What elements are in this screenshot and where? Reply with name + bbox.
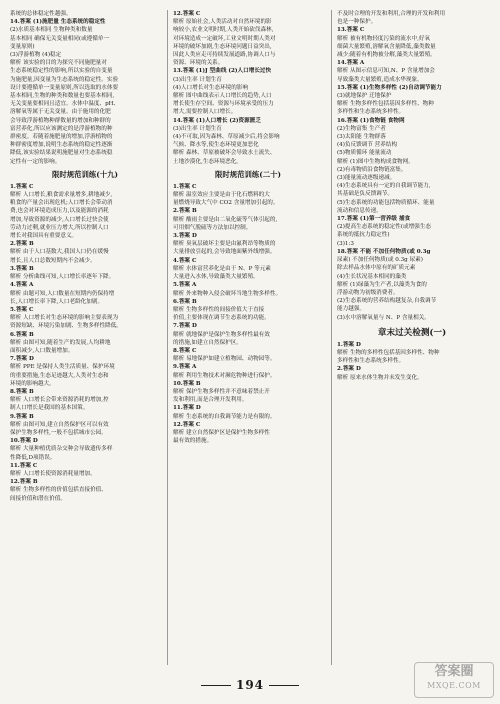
text-line: 为施肥量,因变量为生态系统的稳定性。实验 [10, 76, 119, 83]
text-line: 解析 温室效应主要是由于化石燃料的大 [173, 192, 270, 199]
column-left [10, 10, 160, 670]
text-line: 多样性和生态系统多样性。 [337, 109, 405, 116]
text-line: 17.答案 (1)第一营养级 捕食 [337, 216, 411, 223]
column-middle [173, 10, 323, 670]
text-line: 解析 生物多样性包括基因多样性、物种 [337, 101, 434, 108]
text-line: 增长对我国具有重要意义。 [10, 233, 78, 240]
text-line: 1.答案 C [10, 183, 34, 190]
text-line: 5.答案 A [173, 282, 197, 289]
text-line: 环境的破坏加剧,生态环境问题日益突出, [173, 43, 272, 50]
text-line: 减少;随着有机物被分解,藻类大量繁殖。 [337, 52, 436, 59]
text-line: (4)不可取,因为森林、草原减少后,将会影响 [173, 134, 280, 141]
text-line: 能力越强。 [337, 306, 365, 313]
text-line: 细菌大量繁殖,溶解氧含量降低,藻类数量 [337, 43, 436, 50]
text-line: 除去样品水体中原有的矿质元素 [337, 265, 416, 272]
text-line: 费,也会对环境造成压力,以及能源的消耗 [10, 208, 109, 215]
text-line: (3)能量流动逐级递减。 [337, 175, 396, 182]
text-line: 增大,需要控制人口增长。 [173, 109, 237, 116]
text-line: 变量原则) [10, 43, 35, 50]
watermark-logo [414, 662, 494, 698]
text-line: 9.答案 B [10, 413, 34, 420]
text-line: 2.答案 B [173, 208, 197, 215]
text-line: 15.答案 (1)生物多样性 (2)自动调节能力 [337, 84, 442, 91]
text-line: 11.答案 D [173, 405, 201, 412]
text-line: 量燃烧导致大气中 CO2 含量增加引起的。 [173, 200, 279, 207]
text-line: 可用烟气脱硫等方法加以控制。 [173, 224, 252, 231]
text-line: 会导致浮游植物种群数量的增加和种群的 [10, 117, 111, 124]
text-line: 基本相同,生物的种类和数量也要基本相同, [10, 93, 115, 100]
text-line: 溶解氧等属于无关变量。由于施用的化肥 [10, 109, 111, 116]
text-line: 定性有一定的影响。 [10, 158, 61, 165]
answer-page [10, 10, 490, 670]
text-line: 解析 该实验的目的为探究不同施肥量对 [10, 60, 107, 67]
text-line: 解析 保护生物多样性并不意味着禁止开 [173, 388, 270, 395]
watermark-text: 答案圈 [434, 664, 474, 679]
text-line: 导致藻类大量繁殖,造成水华现象。 [337, 76, 423, 83]
text-line: (3)浮游植物 (4)稳定 [10, 52, 62, 59]
text-line: 面积减少,人口数量增加。 [10, 347, 74, 354]
text-line: 解析 臭氧层破坏主要是由氟利昂等物质的 [173, 241, 276, 248]
text-line: 12.答案 C [173, 421, 201, 428]
text-line: 浮游动物为初级消费者。 [337, 289, 399, 296]
text-line: 增长使生存空间、资源与环境承受的压力 [173, 101, 274, 108]
text-line: 解析 由题可知,人口数量在短期内仍保持增 [10, 290, 115, 297]
text-line: 富营养化,所以应该测定的是浮游植物的种 [10, 125, 113, 132]
text-line: 解析 由图可知,建立自然保护区可以有效 [10, 421, 109, 428]
text-line: 2.答案 D [337, 366, 361, 373]
text-line: 群密度。若随着施肥量的增加,浮游植物的 [10, 134, 113, 141]
text-line: (3)出生率 计划生育 [173, 76, 222, 83]
text-line: 解析 原来水体生物并未发生变化。 [337, 374, 423, 381]
text-line: 解析 (1)绿藻为生产者,以藻类为食的 [337, 281, 427, 288]
text-line: 生态系统稳定性的影响,所以实验的自变量 [10, 68, 113, 75]
text-line: 增加,导致资源的减少,人口增长过快会使 [10, 216, 109, 223]
text-line: 8.答案 B [10, 388, 34, 395]
text-line: 解析 易地保护如建立植物园、动物园等。 [173, 356, 276, 363]
text-line: (3)出生率 计划生育 [173, 125, 222, 132]
text-line: 3.答案 B [10, 265, 34, 272]
text-line: 14.答案 (1)人口增长 (2)资源匮乏 [173, 117, 261, 124]
text-line: 解析 利用生物技术对濒危物种进行保护。 [173, 372, 276, 379]
text-line: 资源、环境的关系。 [173, 60, 224, 67]
text-line: 12.答案 B [10, 479, 38, 486]
watermark-url: MXQE.COM [427, 681, 481, 690]
section-title: 限时规范训练(十九) [51, 169, 119, 179]
text-line: (2)提高生态系统的稳定性(或增强生态 [337, 224, 432, 231]
text-line: 解析 (1)图中生物构成食物网。 [337, 158, 414, 165]
text-line: 1.答案 D [337, 341, 361, 348]
text-line: 制人口增长是我国的基本国策。 [10, 405, 89, 412]
text-line: 劳动力过剩,就业压力增大,所以控制人口 [10, 224, 109, 231]
text-line: 大量排放引起的,会导致地面紫外线增强。 [173, 249, 276, 256]
text-line: (3)太阳能 生物群落 [337, 134, 386, 141]
text-line: 6.答案 B [173, 298, 197, 305]
column-divider [167, 10, 168, 665]
text-line: 环境的影响越大。 [10, 380, 55, 387]
text-line: 2.答案 B [10, 241, 34, 248]
text-line: 土地沙漠化,生态环境恶化。 [173, 158, 242, 165]
text-line: (3)水中溶解氧量与 N、P 含量相关。 [337, 314, 430, 321]
text-line: 解析 图中曲线表示人口增长的趋势,人口 [173, 93, 272, 100]
text-line: 资源短缺、环境污染加剧、生物多样性降低。 [10, 323, 122, 330]
text-line: 7.答案 D [10, 356, 34, 363]
text-line: (3)1:3 [337, 240, 354, 247]
text-line: 系统的抵抗力稳定性) [337, 232, 390, 239]
text-line: 响较小,农业文明时期,人类开始砍伐森林, [173, 27, 274, 34]
text-line: 也是一种保护。 [337, 19, 377, 26]
text-line: 解析 从图示信息可知,N、P 含量增加会 [337, 68, 435, 75]
text-line: 解析 外来物种入侵会破坏当地生物多样性。 [173, 290, 282, 297]
text-line: 的措施,如建立自然保护区。 [173, 339, 242, 346]
text-line: 13.答案 (1)J 型曲线 (2)人口增长过快 [173, 68, 272, 75]
text-line: (2)生态系统的营养结构越复杂,自我调节 [337, 298, 437, 305]
text-line: 多样性和生态系统多样性。 [337, 358, 405, 365]
text-line: 10.答案 B [173, 380, 201, 387]
text-line: (5)物质循环 能量流动 [337, 150, 392, 157]
text-line: 增长,且人口总数短期内不会减少。 [10, 257, 96, 264]
text-line: 解析 分析曲线可知,人口增长率逐年下降。 [10, 274, 115, 281]
text-line: (2)生物富集 生产者 [337, 125, 386, 132]
text-line: (4)负反馈调节 营养结构 [337, 142, 398, 149]
text-line: 解析 由图可知,随着生产的发展,人均耕地 [10, 339, 111, 346]
text-line: 解析 生物多样性的间接价值大于直接 [173, 306, 265, 313]
text-line: 解析 酸雨主要是由二氧化硫等气体引起的, [173, 216, 278, 223]
text-line: 10.答案 D [10, 438, 38, 445]
text-line: 设计要遵循单一变量原则,所以选取的水体要 [10, 84, 119, 91]
section-title: 限时规范训练(二十) [214, 169, 282, 179]
text-line: 解析 人口增长会带来资源消耗的增加,控 [10, 397, 109, 404]
text-line: 最有效的措施。 [173, 438, 213, 445]
text-line: 解析 就地保护是保护生物多样性最有效 [173, 331, 270, 338]
text-line: 4.答案 A [10, 282, 34, 289]
text-line: 因此人类应走可持续发展道路,协调人口与 [173, 52, 276, 59]
text-line: 不及时合理的开发和利用,合理的开发和利用 [337, 11, 446, 17]
text-line: 解析 人口增长对生态环境的影响主要表现为 [10, 315, 119, 322]
text-line: (4)生态系统具有一定的自我调节能力, [337, 183, 431, 190]
text-line: (4)人口增长对生态环境的影响 [173, 84, 249, 91]
text-line: 价值,主要体现在调节生态系统的功能。 [173, 315, 270, 322]
text-line: 14.答案 (1)施肥量 生态系统的稳定性 [10, 19, 106, 26]
text-line: 6.答案 B [10, 331, 34, 338]
column-right [337, 10, 487, 670]
text-line: 降低,该实验结果说明施肥量对生态系统稳 [10, 150, 113, 157]
text-line: (2)水质基本相同 生物种类和数量 [10, 27, 93, 34]
text-line: 9.答案 A [173, 364, 197, 371]
text-line: 流动和信息传递。 [337, 207, 382, 214]
text-line: (3)就地保护 迁地保护 [337, 93, 392, 100]
text-line: 解析 大量种植优质杂交种会导致遗传多样 [10, 446, 113, 453]
text-line: 基本相同 确保无关变量相同(或遵循单一 [10, 35, 110, 42]
text-line: 的重要措施,生态足迹越大,人类对生态和 [10, 372, 109, 379]
text-line: 对环境造成一定破坏,工业文明时期人类对 [173, 35, 276, 42]
text-line: 解析 人口增长,粮食需求量增多,耕地减少, [10, 192, 113, 199]
text-line: 种群密度增加,说明生态系统的稳定性逐渐 [10, 142, 113, 149]
text-line: 性降低,D项错误。 [10, 454, 56, 461]
text-line: 18.答案 不能 不加任何物质(或 0.3g [337, 248, 431, 255]
text-line: 3.答案 D [173, 233, 197, 240]
text-line: 大量进入水体,导致藻类大量繁殖。 [173, 274, 259, 281]
text-line: 1.答案 C [173, 183, 197, 190]
text-line: 解析 被有机物轻度污染的流水中,好氧 [337, 35, 431, 42]
text-line: 解析 生物的多样性包括基因多样性、物种 [337, 349, 440, 356]
text-line: 7.答案 D [173, 323, 197, 330]
text-line: 16.答案 (1)食物链 食物网 [337, 117, 405, 124]
text-line: 5.答案 C [10, 306, 34, 313]
text-line: 保护生物多样性,一般不包括城市公园。 [10, 429, 107, 436]
column-divider [331, 10, 332, 665]
text-line: 系统的总体稳定性越强。 [10, 11, 72, 17]
text-line: 尿素) 不加任何物质(或 0.3g 尿素) [337, 257, 423, 264]
text-line: 无关变量要相同且适宜。水体中温度、pH、 [10, 101, 120, 108]
text-line: 粮食的产量会出现危机;人口增长会带动消 [10, 200, 113, 207]
text-line: 解析 建立自然保护区是保护生物多样性 [173, 429, 270, 436]
text-line: 解析 由于人口基数大,我国人口仍在缓慢 [10, 249, 109, 256]
text-line: 解析 原始社会,人类活动对自然环境的影 [173, 19, 272, 26]
text-line: 解析 PPE 是保持人类生活质量、保护环境 [10, 364, 115, 371]
text-line: 解析 生物多样性的价值包括直接价值、 [10, 487, 107, 494]
text-line: 解析 生态系统的自我调节能力是有限的。 [173, 413, 276, 420]
text-line: (4)生长状况基本相同的藻类 [337, 273, 407, 280]
page-number: 194 [196, 678, 304, 692]
text-line: 解析 人口增长使资源消耗量增加。 [10, 470, 96, 477]
text-line: 14.答案 A [337, 60, 365, 67]
text-line: 长,人口增长率下降,人口老龄化加剧。 [10, 298, 104, 305]
text-line: 11.答案 C [10, 462, 38, 469]
text-line: 解析 森林、草原被破坏会导致水土流失、 [173, 150, 276, 157]
text-line: 13.答案 C [337, 27, 365, 34]
text-line: 12.答案 C [173, 11, 201, 17]
section-title: 章末过关检测(一) [377, 327, 447, 338]
text-line: 解析 水体富营养化是由于 N、P 等元素 [173, 265, 271, 272]
text-line: (5)生态系统的功能包括物质循环、能量 [337, 199, 435, 206]
text-line: (2)有毒物质沿食物链富集。 [337, 166, 407, 173]
text-line: 间接价值和潜在价值。 [10, 495, 66, 502]
text-line: 8.答案 C [173, 347, 197, 354]
text-line: 发和利用,而是合理开发利用。 [173, 397, 248, 404]
text-line: 气候、降水等,使生态环境更加恶化 [173, 142, 259, 149]
text-line: 其基础是负反馈调节。 [337, 191, 393, 198]
text-line: 4.答案 C [173, 257, 197, 264]
